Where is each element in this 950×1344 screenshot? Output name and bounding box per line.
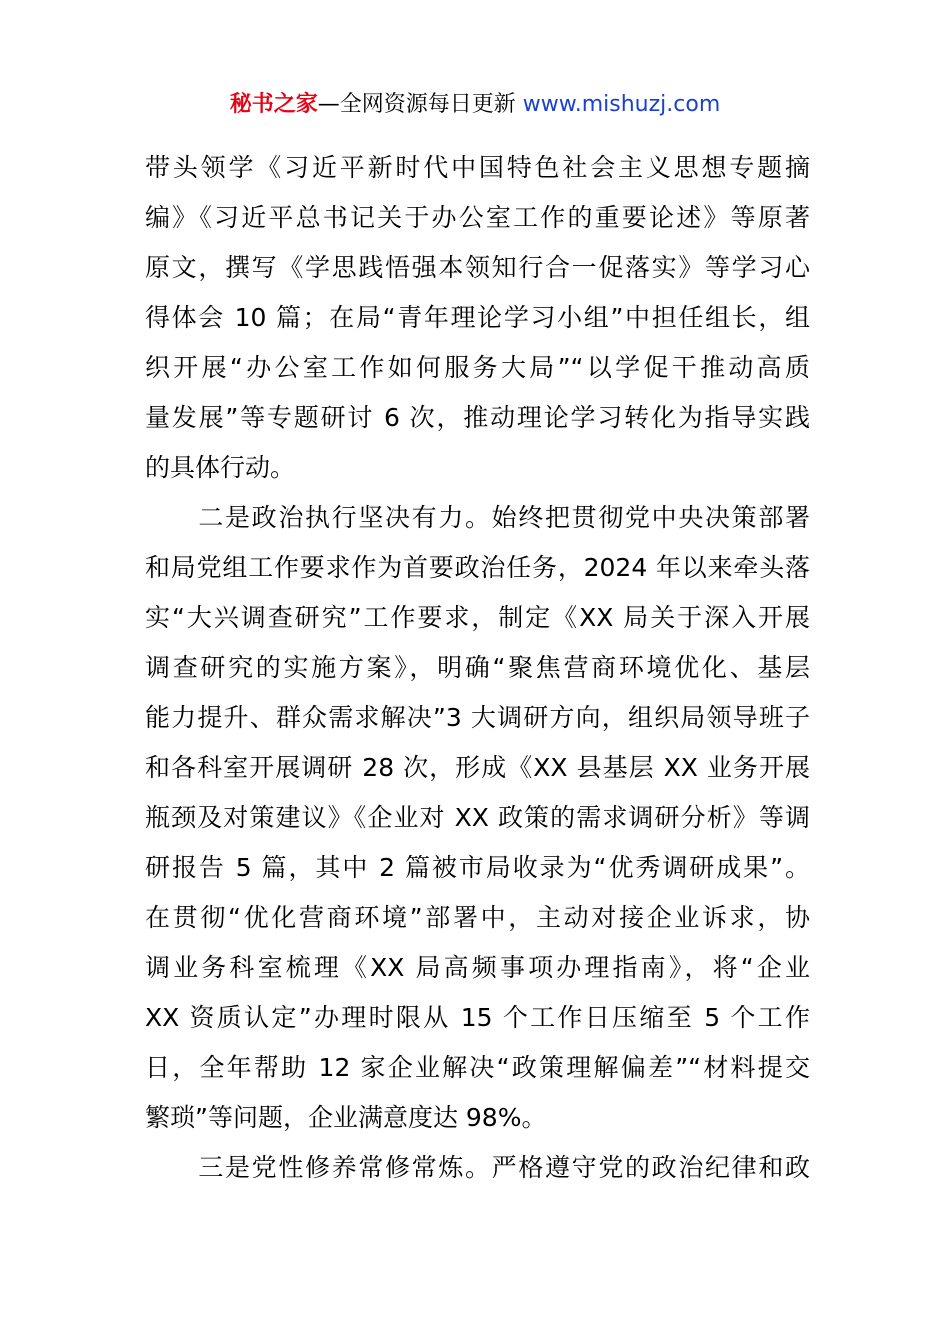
site-url-link[interactable]: www.mishuzj.com — [522, 92, 721, 117]
text-line: 繁琐”等问题，企业满意度达 98%。 — [145, 1103, 547, 1132]
text-line: 日，全年帮助 12 家企业解决“政策理解偏差”“材料提交 — [145, 1053, 810, 1082]
text-line: 量发展”等专题研讨 6 次，推动理论学习转化为指导实践 — [145, 403, 810, 432]
site-header — [0, 88, 950, 122]
text-line: 在贯彻“优化营商环境”部署中，主动对接企业诉求，协 — [145, 903, 810, 932]
text-line: 的具体行动。 — [145, 453, 296, 482]
document-body — [145, 143, 810, 1193]
text-line: 实“大兴调查研究”工作要求，制定《XX 局关于深入开展 — [145, 603, 810, 632]
site-brand: 秘书之家 — [229, 92, 318, 117]
text-line: 研报告 5 篇，其中 2 篇被市局收录为“优秀调研成果”。 — [145, 853, 810, 882]
paragraph-heading-line: 二是政治执行坚决有力。始终把贯彻党中央决策部署 — [145, 503, 810, 532]
text-line: 能力提升、群众需求解决”3 大调研方向，组织局领导班子 — [145, 703, 810, 732]
text-line: 编》《习近平总书记关于办公室工作的重要论述》等原著 — [145, 203, 810, 232]
text-line: 原文，撰写《学思践悟强本领知行合一促落实》等学习心 — [145, 253, 810, 282]
paragraph-heading-line: 三是党性修养常修常炼。严格遵守党的政治纪律和政 — [145, 1153, 810, 1182]
text-line: 得体会 10 篇；在局“青年理论学习小组”中担任组长，组 — [145, 303, 810, 332]
text-line: 调查研究的实施方案》，明确“聚焦营商环境优化、基层 — [145, 653, 810, 682]
text-line: 织开展“办公室工作如何服务大局”“以学促干推动高质 — [145, 353, 810, 382]
text-line: 和局党组工作要求作为首要政治任务，2024 年以来牵头落 — [145, 553, 810, 582]
text-line: 调业务科室梳理《XX 局高频事项办理指南》，将“企业 — [145, 953, 810, 982]
site-tagline: —全网资源每日更新 — [317, 92, 523, 117]
text-line: 瓶颈及对策建议》《企业对 XX 政策的需求调研分析》等调 — [145, 803, 810, 832]
text-line: 和各科室开展调研 28 次，形成《XX 县基层 XX 业务开展 — [145, 753, 810, 782]
text-line: 带头领学《习近平新时代中国特色社会主义思想专题摘 — [145, 153, 810, 182]
text-line: XX 资质认定”办理时限从 15 个工作日压缩至 5 个工作 — [145, 1003, 810, 1032]
